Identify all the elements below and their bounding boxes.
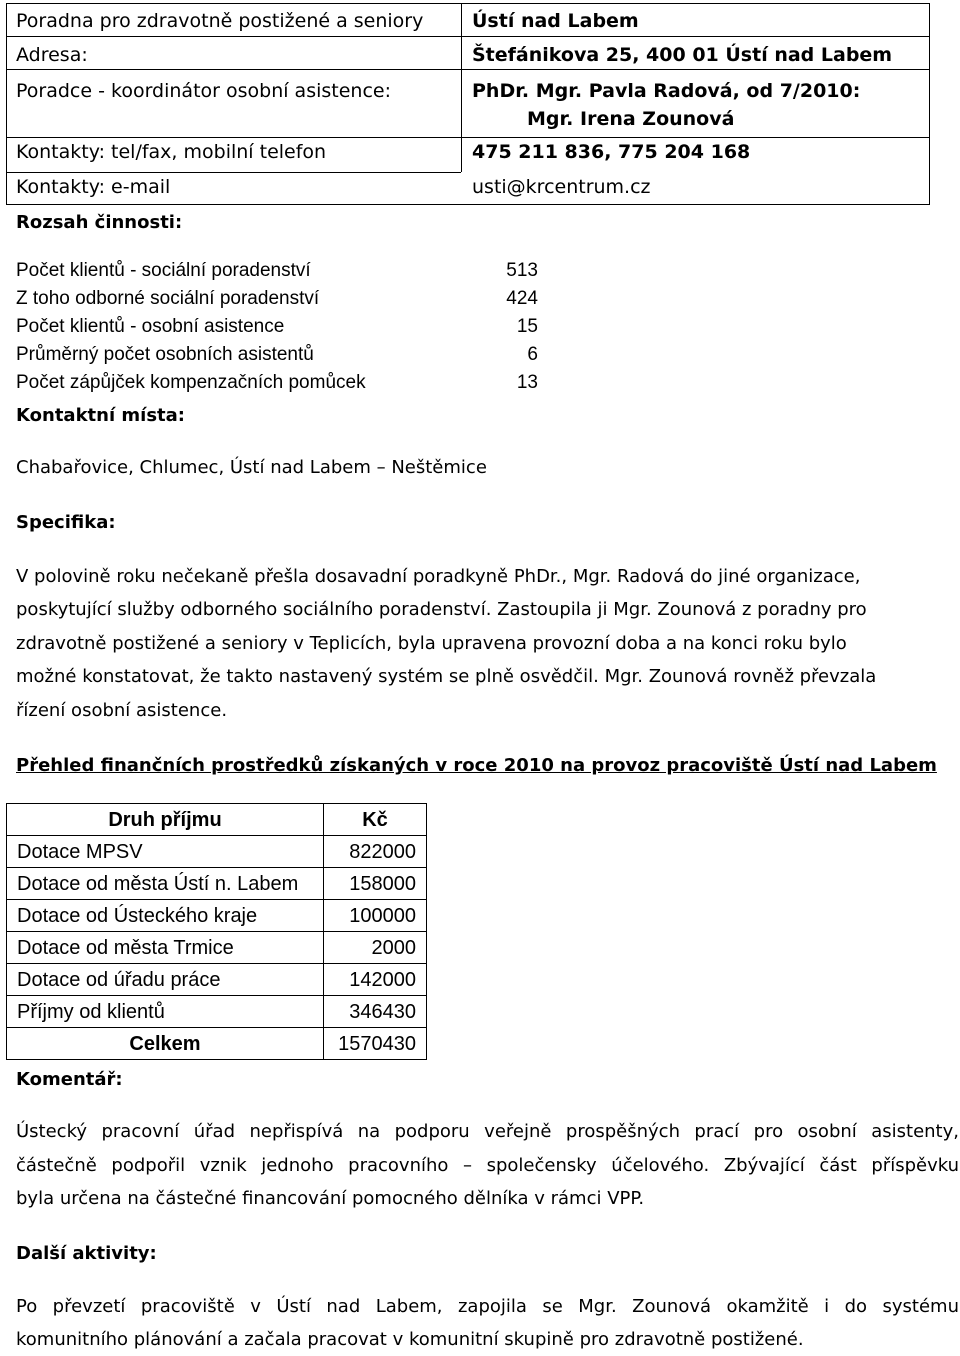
stat-row [16,372,538,398]
specifics-line: V polovině roku nečekaně přešla dosavadní poradkyně PhDr., Mgr. Radová do jiné organizace, [16,566,861,587]
info-label-address: Adresa: [16,44,88,66]
income-amount: 158000 [324,868,427,900]
info-table [6,3,930,205]
income-type: Dotace od úřadu práce [7,964,324,996]
column-header-amount: Kč [324,804,427,836]
info-table-divider [461,4,462,172]
stat-label: Počet klientů - osobní asistence [16,316,285,337]
info-value-office: Ústí nad Labem [472,10,639,32]
info-value-email: usti@krcentrum.cz [472,176,651,198]
table-row [7,868,427,900]
income-amount: 142000 [324,964,427,996]
other-activities-heading: Další aktivity: [16,1243,157,1264]
stat-value: 424 [506,288,538,309]
specifics-line: poskytující služby odborného sociálního poradenství. Zastoupila ji Mgr. Zounová z poradny pro [16,599,867,620]
table-row [7,900,427,932]
info-row-divider [7,137,929,138]
other-activities-line: komunitního plánování a začala pracovat v komunitní skupině pro zdravotně postižené. [16,1329,804,1350]
stat-row [16,288,538,314]
contact-places-heading: Kontaktní místa: [16,405,185,426]
info-value-phone: 475 211 836, 775 204 168 [472,141,751,163]
info-label-office: Poradna pro zdravotně postižené a seniory [16,10,424,32]
comment-line: částečně podpořil vznik jednoho pracovního – společensky účelového. Zbývající část příspěvku [16,1155,959,1176]
table-row [7,836,427,868]
info-label-coordinator: Poradce - koordinátor osobní asistence: [16,80,391,102]
info-row-divider [7,36,929,37]
info-row-divider [7,172,461,173]
specifics-line: zdravotně postižené a seniory v Teplicích, byla upravena provozní doba a na konci roku bylo [16,633,847,654]
income-amount: 822000 [324,836,427,868]
income-type: Dotace od města Trmice [7,932,324,964]
income-amount: 346430 [324,996,427,1028]
income-amount: 100000 [324,900,427,932]
comment-line: Ústecký pracovní úřad nepřispívá na podporu veřejně prospěšných prací pro osobní asistenty, [16,1121,959,1142]
income-type: Příjmy od klientů [7,996,324,1028]
income-amount: 2000 [324,932,427,964]
income-type: Dotace MPSV [7,836,324,868]
stat-value: 513 [506,260,538,281]
table-row [7,932,427,964]
stat-row [16,260,538,286]
stat-value: 13 [516,372,538,393]
finance-table [6,803,427,1060]
info-label-email: Kontakty: e-mail [16,176,171,198]
stat-label: Z toho odborné sociální poradenství [16,288,320,309]
stat-row [16,316,538,342]
specifics-line: možné konstatovat, že takto nastavený systém se plně osvědčil. Mgr. Zounová rovněž převzala [16,666,877,687]
stat-value: 6 [527,344,538,365]
info-value-coordinator-line2: Mgr. Irena Zounová [527,108,735,130]
total-amount: 1570430 [324,1028,427,1060]
specifics-line: řízení osobní asistence. [16,700,228,721]
info-label-phone: Kontakty: tel/fax, mobilní telefon [16,141,327,163]
comment-line: byla určena na částečné financování pomocného dělníka v rámci VPP. [16,1188,645,1209]
contact-places-text: Chabařovice, Chlumec, Ústí nad Labem – Neštěmice [16,457,487,478]
stat-value: 15 [516,316,538,337]
finance-heading: Přehled finančních prostředků získaných v roce 2010 na provoz pracoviště Ústí nad Labem [16,755,937,776]
total-row [7,1028,427,1060]
stat-label: Počet zápůjček kompenzačních pomůcek [16,372,366,393]
table-row [7,996,427,1028]
specifics-heading: Specifika: [16,512,116,533]
stat-label: Počet klientů - sociální poradenství [16,260,311,281]
income-type: Dotace od města Ústí n. Labem [7,868,324,900]
table-row [7,964,427,996]
column-header-income-type: Druh příjmu [7,804,324,836]
stat-label: Průměrný počet osobních asistentů [16,344,314,365]
info-value-coordinator-line1: PhDr. Mgr. Pavla Radová, od 7/2010: [472,80,861,102]
info-row-divider [7,69,929,70]
stat-row [16,344,538,370]
info-value-address: Štefánikova 25, 400 01 Ústí nad Labem [472,44,893,66]
income-type: Dotace od Ústeckého kraje [7,900,324,932]
scope-heading: Rozsah činnosti: [16,212,183,233]
comment-heading: Komentář: [16,1069,123,1090]
total-label: Celkem [7,1028,324,1060]
other-activities-line: Po převzetí pracoviště v Ústí nad Labem, zapojila se Mgr. Zounová okamžitě i do systému [16,1296,959,1317]
finance-header-row [7,804,427,836]
